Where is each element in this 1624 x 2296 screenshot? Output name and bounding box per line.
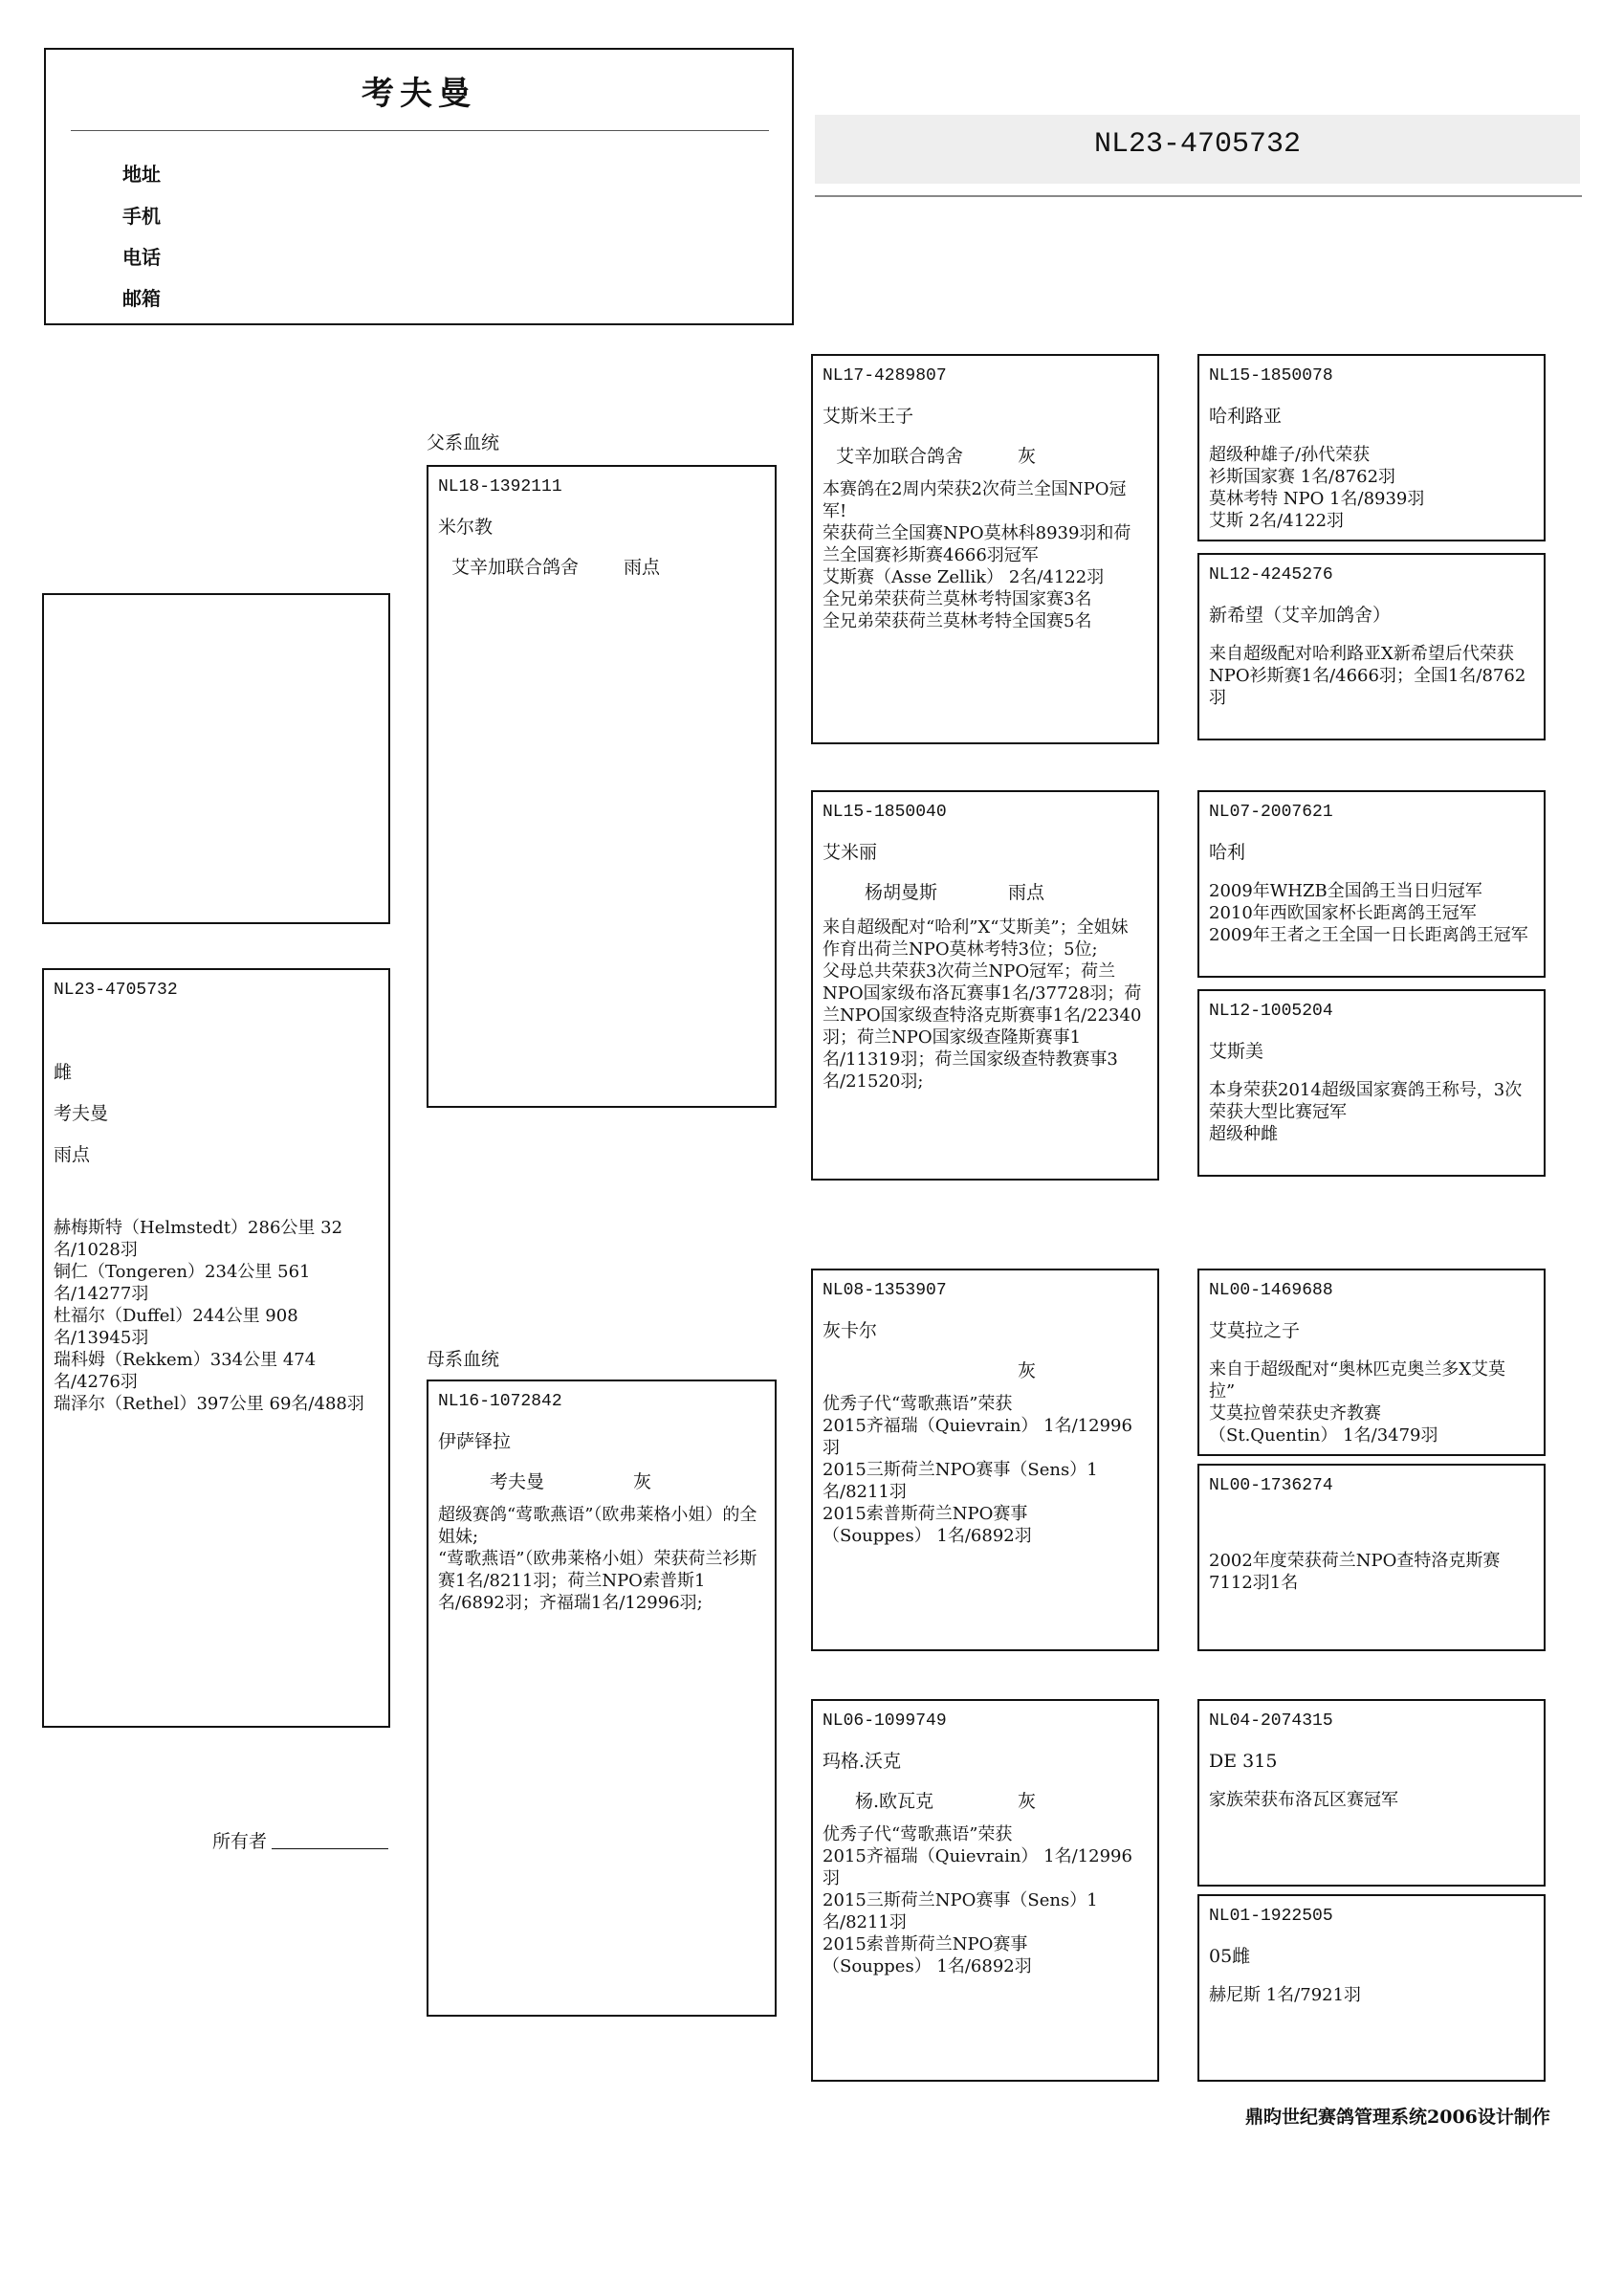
ggp-dss-box [1197,1269,1546,1456]
ggp-dss-description: 来自于超级配对“奥林匹克奥兰多X艾莫拉” 艾莫拉曾荣获史齐教赛 （St.Quentin） 1名/3479羽 [1209,1359,1506,1446]
gp-sd-ring: NL15-1850040 [823,803,947,822]
ggp-dsd-description: 2002年度荣获荷兰NPO查特洛克斯赛7112羽1名 [1209,1551,1501,1593]
ggp-ssd-ring: NL12-4245276 [1209,565,1333,585]
gp-ss-color: 灰 [1018,446,1037,467]
gp-ds-color: 灰 [1018,1360,1037,1381]
dam-name: 伊萨铎拉 [438,1431,512,1452]
owner-header-box [44,48,794,325]
gp-dd-name: 玛格.沃克 [823,1751,902,1772]
header-divider [71,130,769,131]
sire-breeder: 艾辛加联合鸽舍 [451,557,580,578]
footer-credit: 鼎昀世纪赛鸽管理系统2006设计制作 [1245,2107,1550,2128]
gp-sd-description: 来自超级配对“哈利”X“艾斯美”；全姐妹作育出荷兰NPO莫林考特3位；5位; 父母总共荣获3次荷兰NPO冠军；荷兰NPO国家级布洛瓦赛事1名/37728羽；荷兰NPO国家级查特洛克斯赛事1名/22340羽；荷兰NPO国家级查隆斯赛事1名/11319羽；荷兰国家级查特教赛事3名/21520羽; [823,917,1142,1092]
gp-ds-ring: NL08-1353907 [823,1281,947,1300]
grandsire-maternal-box [811,1269,1159,1651]
ggp-dds-box [1197,1699,1546,1887]
gp-sd-breeder: 杨胡曼斯 [865,882,938,903]
ggp-sss-ring: NL15-1850078 [1209,366,1333,386]
gp-ss-name: 艾斯米王子 [823,406,914,427]
grandsire-paternal-box [811,354,1159,744]
subject-sex: 雌 [54,1062,73,1083]
ggp-sss-box [1197,354,1546,541]
dam-description: 超级赛鸽“莺歌燕语”（欧弗莱格小姐）的全姐妹; “莺歌燕语”（欧弗莱格小姐）荣获荷兰衫斯赛1名/8211羽；荷兰NPO索普斯1名/6892羽；齐福瑞1名/12996羽; [438,1505,757,1613]
gp-dd-breeder: 杨.欧瓦克 [855,1791,934,1812]
photo-placeholder [42,593,390,924]
owner-signature-line [272,1848,388,1849]
ggp-dds-name: DE 315 [1209,1751,1278,1772]
phone-label: 电话 [122,246,161,269]
ggp-ddd-name: 05雌 [1209,1946,1251,1967]
subject-ring: NL23-4705732 [54,981,178,1000]
ggp-sdd-ring: NL12-1005204 [1209,1002,1333,1021]
ggp-sss-description: 超级种雄子/孙代荣获 衫斯国家赛 1名/8762羽 莫林考特 NPO 1名/8939羽 艾斯 2名/4122羽 [1209,445,1425,531]
address-label: 地址 [122,163,161,186]
ggp-dds-description: 家族荣获布洛瓦区赛冠军 [1209,1790,1398,1810]
gp-ds-description: 优秀子代“莺歌燕语”荣获 2015齐福瑞（Quievrain） 1名/12996羽 2015三斯荷兰NPO赛事（Sens）1名/8211羽 2015索普斯荷兰NPO赛事 （Souppes） 1名/6892羽 [823,1394,1132,1546]
ggp-sdd-box [1197,989,1546,1177]
gp-sd-color: 雨点 [1008,882,1045,903]
dam-ring: NL16-1072842 [438,1392,562,1411]
ggp-ssd-name: 新希望（艾辛加鸽舍） [1209,605,1392,626]
ggp-ssd-description: 来自超级配对哈利路亚X新希望后代荣获 NPO衫斯赛1名/4666羽；全国1名/8762羽 [1209,644,1526,708]
sire-box [427,465,777,1108]
sire-color: 雨点 [624,557,661,578]
gp-ss-ring: NL17-4289807 [823,366,947,386]
owner-signature-label: 所有者 [212,1831,268,1852]
ggp-ssd-box [1197,553,1546,740]
gp-ds-name: 灰卡尔 [823,1320,878,1341]
granddam-paternal-box [811,790,1159,1181]
ggp-dss-ring: NL00-1469688 [1209,1281,1333,1300]
ggp-sds-description: 2009年WHZB全国鸽王当日归冠军 2010年西欧国家杯长距离鸽王冠军 2009年王者之王全国一日长距离鸽王冠军 [1209,881,1528,945]
ggp-dds-ring: NL04-2074315 [1209,1711,1333,1731]
ring-number-underline [815,195,1582,197]
header-ring-number: NL23-4705732 [1093,128,1302,161]
dam-line-label: 母系血统 [427,1349,500,1370]
ggp-sdd-description: 本身荣获2014超级国家赛鸽王称号，3次荣获大型比赛冠军 超级种雌 [1209,1080,1523,1144]
ggp-sds-ring: NL07-2007621 [1209,803,1333,822]
granddam-maternal-box [811,1699,1159,2082]
subject-breeder: 考夫曼 [54,1103,109,1124]
ggp-sds-name: 哈利 [1209,842,1246,863]
ggp-ddd-ring: NL01-1922505 [1209,1907,1333,1926]
ggp-ddd-description: 赫尼斯 1名/7921羽 [1209,1985,1362,2005]
gp-dd-description: 优秀子代“莺歌燕语”荣获 2015齐福瑞（Quievrain） 1名/12996羽 2015三斯荷兰NPO赛事（Sens）1名/8211羽 2015索普斯荷兰NPO赛事 （Souppes） 1名/6892羽 [823,1824,1132,1976]
owner-name-title: 考夫曼 [362,75,476,113]
sire-name: 米尔教 [438,517,494,538]
subject-bird-box [42,968,390,1728]
ggp-dsd-box [1197,1464,1546,1651]
ggp-dss-name: 艾莫拉之子 [1209,1320,1301,1341]
ggp-ddd-box [1197,1894,1546,2082]
subject-race-results: 赫梅斯特（Helmstedt）286公里 32名/1028羽 铜仁（Tongeren）234公里 561名/14277羽 杜福尔（Duffel）244公里 908名/13945羽 瑞科姆（Rekkem）334公里 474名/4276羽 瑞泽尔（Rethel）397公里 69名/488羽 [54,1218,364,1414]
sire-ring: NL18-1392111 [438,477,562,497]
sire-line-label: 父系血统 [427,432,500,453]
gp-ss-breeder: 艾辛加联合鸽舍 [836,446,964,467]
ggp-sds-box [1197,790,1546,978]
dam-box [427,1380,777,2017]
ggp-sdd-name: 艾斯美 [1209,1041,1264,1062]
dam-breeder: 考夫曼 [490,1471,545,1492]
gp-ss-description: 本赛鸽在2周内荣获2次荷兰全国NPO冠军! 荣获荷兰全国赛NPO莫林科8939羽和荷兰全国赛衫斯赛4666羽冠军 艾斯赛（Asse Zellik） 2名/4122羽 全兄弟荣获荷兰莫林考特国家赛3名 全兄弟荣获荷兰莫林考特全国赛5名 [823,479,1131,631]
ggp-dsd-ring: NL00-1736274 [1209,1476,1333,1495]
gp-dd-ring: NL06-1099749 [823,1711,947,1731]
subject-color: 雨点 [54,1144,91,1165]
dam-color: 灰 [633,1471,652,1492]
gp-sd-name: 艾米丽 [823,842,878,863]
email-label: 邮箱 [122,287,161,310]
gp-dd-color: 灰 [1018,1791,1037,1812]
mobile-label: 手机 [122,205,161,228]
ggp-sss-name: 哈利路亚 [1209,406,1283,427]
